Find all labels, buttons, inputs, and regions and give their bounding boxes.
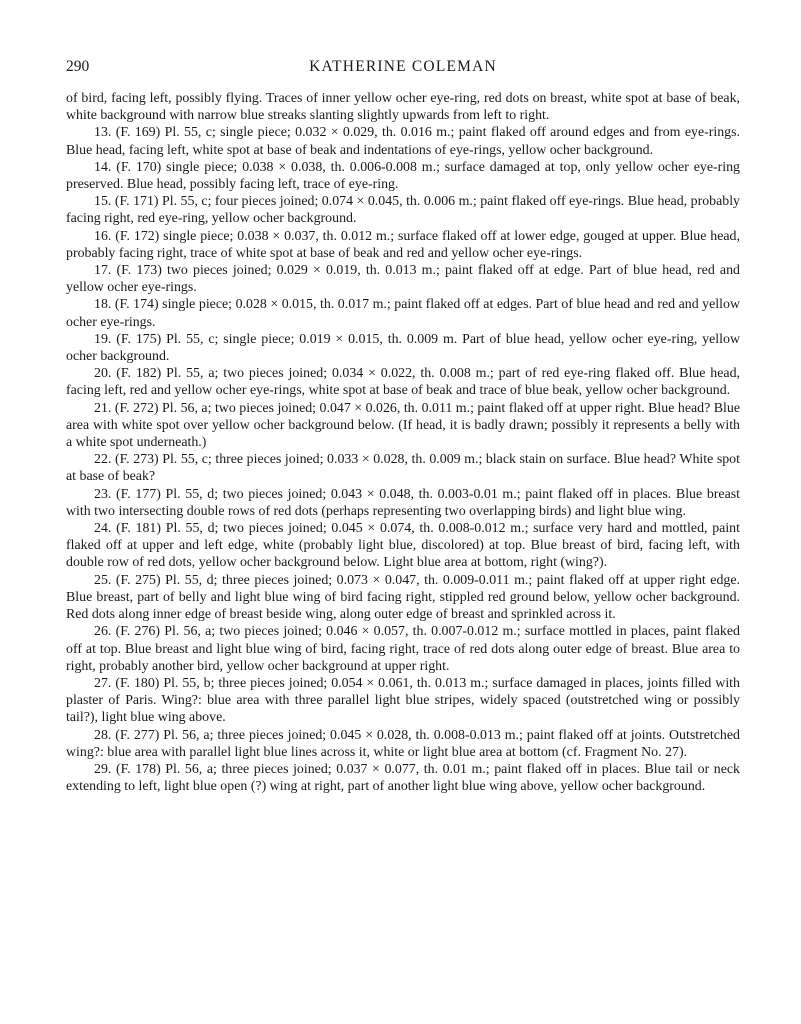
entry-number: 20. <box>94 366 112 382</box>
entry-text: (F. 174) single piece; 0.028 × 0.015, th. 0.017 m.; paint flaked off at edges. Part of blue head and red and yellow ocher eye-rings. <box>66 297 740 330</box>
catalogue-entries <box>66 124 740 795</box>
entry-text: (F. 171) Pl. 55, c; four pieces joined; 0.074 × 0.045, th. 0.006 m.; paint flaked off eye-rings. Blue head, probably facing right, red eye-ring, yellow ocher background. <box>66 194 740 227</box>
catalogue-entry <box>66 124 740 158</box>
entry-number: 13. <box>94 125 112 141</box>
entry-text: (F. 275) Pl. 55, d; three pieces joined; 0.073 × 0.047, th. 0.009-0.011 m.; paint flaked off at upper right edge. Blue breast, part of belly and light blue wing of bird facing right, stippled red ground below, yellow ocher background. Red dots along inner edge of breast beside wing, along outer edge of breast and sprinkled across it. <box>66 572 740 623</box>
catalogue-entry <box>66 727 740 761</box>
entry-number: 27. <box>94 675 112 691</box>
entry-text: (F. 181) Pl. 55, d; two pieces joined; 0.045 × 0.074, th. 0.008-0.012 m.; surface very hard and mottled, paint flaked off at upper and left edge, white (probably light blue, discolored) at top. Blue breast of bird, facing left, with double row of red dots, yellow ocher background below. Light blue area at bottom, right (wing?). <box>66 521 740 571</box>
entry-number: 16. <box>94 228 112 244</box>
entry-number: 14. <box>94 159 112 175</box>
catalogue-entry <box>66 193 740 227</box>
entry-text: (F. 178) Pl. 56, a; three pieces joined; 0.037 × 0.077, th. 0.01 m.; paint flaked off in places. Blue tail or neck extending to left, light blue open (?) wing at right, part of another light blue wing above, yellow ocher background. <box>66 761 740 795</box>
entry-number: 21. <box>94 400 112 416</box>
catalogue-entry <box>66 262 740 296</box>
entry-text: (F. 277) Pl. 56, a; three pieces joined; 0.045 × 0.028, th. 0.008-0.013 m.; paint flaked off at joints. Outstretched wing?: blue area with parallel light blue lines across it, white or light blue area at bottom (cf. Fragment No. 27). <box>66 727 740 760</box>
entry-number: 28. <box>94 727 112 743</box>
catalogue-entry <box>66 520 740 572</box>
catalogue-entry <box>66 451 740 485</box>
entry-number: 18. <box>94 297 112 313</box>
entry-number: 24. <box>94 521 112 537</box>
entry-number: 17. <box>94 263 112 279</box>
catalogue-text <box>66 90 740 795</box>
catalogue-entry <box>66 228 740 262</box>
entry-number: 26. <box>94 624 112 640</box>
catalogue-entry <box>66 623 740 675</box>
catalogue-entry <box>66 675 740 727</box>
entry-text: (F. 173) two pieces joined; 0.029 × 0.019, th. 0.013 m.; paint flaked off at edge. Part of blue head, red and yellow ocher eye-rings. <box>66 263 740 296</box>
entry-number: 23. <box>94 486 112 502</box>
catalogue-entry <box>66 159 740 193</box>
running-title: KATHERINE COLEMAN <box>309 58 497 75</box>
entry-text: (F. 180) Pl. 55, b; three pieces joined; 0.054 × 0.061, th. 0.013 m.; surface damaged in places, joints filled with plaster of Paris. Wing?: blue area with three parallel light blue stripes, widely spaced (outstretched wing or possibly tail?), light blue wing above. <box>66 675 740 726</box>
catalogue-entry <box>66 365 740 399</box>
entry-text: (F. 273) Pl. 55, c; three pieces joined; 0.033 × 0.028, th. 0.009 m.; black stain on surface. Blue head? White spot at base of beak? <box>66 452 740 485</box>
catalogue-entry <box>66 486 740 520</box>
catalogue-entry <box>66 572 740 624</box>
entry-number: 22. <box>94 452 112 468</box>
entry-text: (F. 169) Pl. 55, c; single piece; 0.032 × 0.029, th. 0.016 m.; paint flaked off around edges and from eye-rings. Blue head, facing left, white spot at base of beak and indentations of eye-rings, yellow ocher background. <box>66 125 740 158</box>
entry-text: (F. 170) single piece; 0.038 × 0.038, th. 0.006-0.008 m.; surface damaged at top, only yellow ocher eye-ring preserved. Blue head, possibly facing left, trace of eye-ring. <box>66 159 740 193</box>
entry-text: (F. 182) Pl. 55, a; two pieces joined; 0.034 × 0.022, th. 0.008 m.; part of red eye-ring flaked off. Blue head, facing left, red and yellow ocher eye-rings, white spot at base of beak and trace of blue beak, yellow ocher background. <box>66 366 740 399</box>
continuation-paragraph: of bird, facing left, possibly flying. Traces of inner yellow ocher eye-ring, red dots on breast, white spot at base of beak, white background with narrow blue streaks slanting slightly upwards from left to right. <box>66 91 740 124</box>
entry-text: (F. 177) Pl. 55, d; two pieces joined; 0.043 × 0.048, th. 0.003-0.01 m.; paint flaked off in places. Blue breast with two intersecting double rows of red dots (perhaps representing two overlapping birds) and light blue wing. <box>66 486 740 519</box>
page-header <box>66 56 740 78</box>
entry-number: 25. <box>94 572 112 588</box>
entry-text: (F. 172) single piece; 0.038 × 0.037, th. 0.012 m.; surface flaked off at lower edge, gouged at upper. Blue head, probably facing right, trace of white spot at base of beak and red and yellow ocher eye-rings. <box>66 228 740 261</box>
catalogue-entry <box>66 761 740 795</box>
entry-number: 29. <box>94 761 112 777</box>
catalogue-entry <box>66 400 740 452</box>
catalogue-entry <box>66 331 740 365</box>
document-page <box>66 56 740 795</box>
entry-text: (F. 272) Pl. 56, a; two pieces joined; 0.047 × 0.026, th. 0.011 m.; paint flaked off at upper right. Blue head? Blue area with white spot over yellow ocher background below. (If head, it is badly drawn; possibly it represents a belly with a white spot underneath.) <box>66 400 740 451</box>
page-number: 290 <box>66 58 90 75</box>
entry-text: (F. 175) Pl. 55, c; single piece; 0.019 × 0.015, th. 0.009 m. Part of blue head, yellow ocher eye-ring, yellow ocher background. <box>66 331 740 365</box>
entry-text: (F. 276) Pl. 56, a; two pieces joined; 0.046 × 0.057, th. 0.007-0.012 m.; surface mottled in places, paint flaked off at top. Blue breast and light blue wing of bird, facing right, trace of red dots along outer edge of breast. Blue area to right, probably another bird, yellow ocher background at upper right. <box>66 624 740 674</box>
entry-number: 19. <box>94 331 112 347</box>
entry-number: 15. <box>94 194 112 210</box>
catalogue-entry <box>66 296 740 330</box>
